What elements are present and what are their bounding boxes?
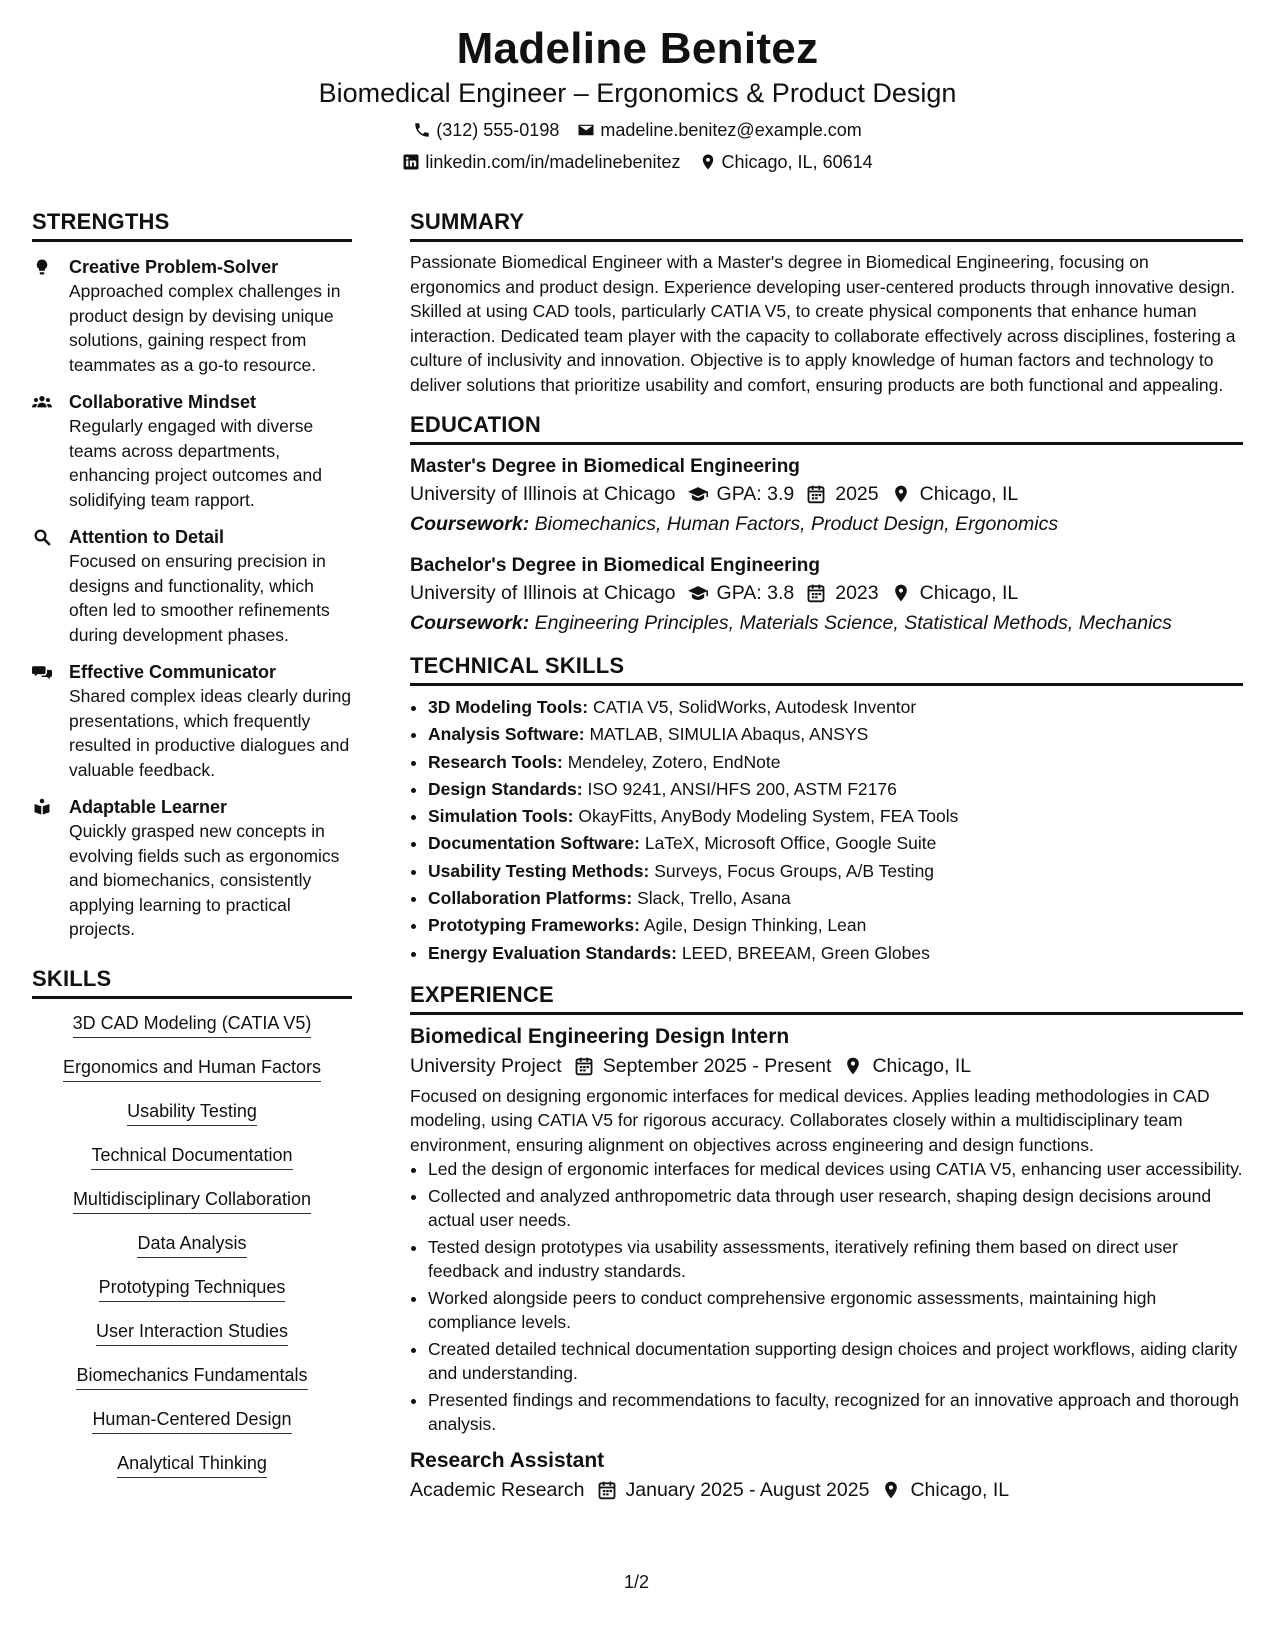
skill-tag: 3D CAD Modeling (CATIA V5) (73, 1011, 312, 1038)
location-contact (699, 150, 873, 174)
email-text: madeline.benitez@example.com (600, 120, 862, 140)
chat-bubbles-icon (32, 663, 52, 681)
coursework-label: Coursework: (410, 513, 530, 535)
tech-skill-label: Prototyping Frameworks: (428, 915, 640, 936)
skill-tag: Prototyping Techniques (99, 1275, 286, 1302)
candidate-name: Madeline Benitez (456, 24, 819, 73)
skill-list (32, 1011, 352, 1478)
skill-tag: User Interaction Studies (96, 1319, 288, 1346)
strength-item (32, 390, 352, 512)
tech-skill-label: Documentation Software: (428, 833, 640, 854)
school-name: University of Illinois at Chicago (410, 483, 676, 505)
tech-skill-item (428, 694, 1243, 721)
tech-skill-value: OkayFitts, AnyBody Modeling System, FEA Tools (578, 806, 959, 827)
map-pin-icon (881, 1480, 901, 1500)
technical-skills-section (410, 652, 1243, 967)
tech-skill-item (428, 749, 1243, 776)
job-org: University Project (410, 1054, 562, 1077)
tech-skill-value: LaTeX, Microsoft Office, Google Suite (644, 833, 937, 854)
calendar-icon (806, 583, 826, 603)
strength-desc: Approached complex challenges in product design by devising unique solutions, gaining respect from teammates as a go-to resource. (69, 281, 341, 375)
skill-tag: Technical Documentation (91, 1143, 292, 1170)
map-pin-icon (891, 484, 911, 504)
strength-title: Adaptable Learner (69, 797, 228, 817)
candidate-title: Biomedical Engineer – Ergonomics & Product Design (318, 78, 957, 108)
tech-skill-label: Analysis Software: (428, 724, 585, 745)
experience-heading: EXPERIENCE (410, 981, 1243, 1015)
skill-tag: Ergonomics and Human Factors (63, 1055, 321, 1082)
phone-contact[interactable] (413, 118, 559, 142)
lightbulb-icon (32, 258, 52, 276)
tech-skill-value: Surveys, Focus Groups, A/B Testing (654, 860, 935, 881)
education-heading: EDUCATION (410, 411, 1243, 445)
education-section (410, 411, 1243, 638)
coursework (410, 608, 1243, 638)
job-location: Chicago, IL (872, 1054, 972, 1077)
phone-icon (413, 121, 431, 139)
job-location: Chicago, IL (910, 1478, 1010, 1501)
tech-skill-item (428, 830, 1243, 857)
tech-skill-label: Design Standards: (428, 778, 583, 799)
skill-tag: Biomechanics Fundamentals (76, 1363, 307, 1390)
contact-row-2 (0, 150, 1275, 174)
skills-section (32, 965, 352, 1478)
resume-header (0, 22, 1275, 174)
summary-text: Passionate Biomedical Engineer with a Master's degree in Biomedical Engineering, focusing on ergonomics and product design. Experience developing user-centered products through innovative design. Skilled at using CAD tools, particularly CATIA V5, to create physical components that enhance human interaction. Dedicated team player with the capacity to collaborate effectively across disciplines, fostering a culture of inclusivity and innovation. Objective is to apply knowledge of human factors and technology to deliver solutions that prioritize usability and comfort, ensuring products are both functional and appealing. (410, 252, 1236, 395)
book-reader-icon (32, 798, 52, 816)
education-meta (410, 578, 1243, 608)
job-entry (410, 1447, 1243, 1505)
left-column (32, 208, 352, 1495)
degree-title: Bachelor's Degree in Biomedical Engineering (410, 555, 820, 576)
tech-skill-value: ISO 9241, ANSI/HFS 200, ASTM F2176 (587, 778, 897, 799)
skill-tag: Usability Testing (127, 1099, 257, 1126)
tech-skill-item (428, 776, 1243, 803)
job-bullet: • Presented findings and recommendations to faculty, recognized for an innovative approach and thorough analysis. (428, 1388, 1243, 1437)
coursework (410, 509, 1243, 539)
strength-item (32, 255, 352, 377)
map-pin-icon (699, 153, 717, 171)
technical-skills-list (410, 694, 1243, 967)
tech-skill-value: MATLAB, SIMULIA Abaqus, ANSYS (589, 724, 869, 745)
tech-skill-item (428, 912, 1243, 939)
school-name: University of Illinois at Chicago (410, 582, 676, 604)
year-text: 2023 (835, 582, 879, 604)
tech-skill-label: Energy Evaluation Standards: (428, 942, 677, 963)
tech-skill-item (428, 721, 1243, 748)
calendar-icon (574, 1056, 594, 1076)
job-bullet: • Created detailed technical documentation supporting design choices and project workflows, aiding clarity and understanding. (428, 1337, 1243, 1386)
calendar-icon (806, 484, 826, 504)
education-location: Chicago, IL (919, 483, 1019, 505)
gpa-text: GPA: 3.8 (716, 582, 795, 604)
graduation-cap-icon (688, 583, 708, 603)
coursework-list: Engineering Principles, Materials Science, Statistical Methods, Mechanics (534, 612, 1172, 634)
strength-item (32, 525, 352, 647)
strengths-heading: STRENGTHS (32, 208, 352, 242)
tech-skill-item (428, 803, 1243, 830)
year-text: 2025 (835, 483, 879, 505)
job-entry (410, 1023, 1243, 1437)
education-entry (410, 454, 1243, 539)
strength-title: Collaborative Mindset (69, 392, 257, 412)
skill-tag: Human-Centered Design (92, 1407, 291, 1434)
location-text: Chicago, IL, 60614 (721, 152, 873, 172)
email-contact[interactable] (577, 118, 861, 142)
tech-skill-item (428, 858, 1243, 885)
users-icon (32, 393, 52, 411)
linkedin-icon (402, 153, 420, 171)
page-number: 1/2 (624, 1572, 650, 1592)
tech-skill-value: Slack, Trello, Asana (637, 888, 791, 909)
strength-item (32, 660, 352, 782)
education-meta (410, 479, 1243, 509)
gpa-text: GPA: 3.9 (716, 483, 795, 505)
right-column (410, 208, 1243, 1505)
tech-skill-label: 3D Modeling Tools: (428, 697, 589, 717)
technical-skills-heading: TECHNICAL SKILLS (410, 652, 1243, 686)
job-meta (410, 1475, 1243, 1505)
coursework-list: Biomechanics, Human Factors, Product Design, Ergonomics (534, 513, 1059, 535)
strength-desc: Shared complex ideas clearly during presentations, which frequently resulted in productive dialogues and valuable feedback. (69, 686, 352, 780)
phone-text: (312) 555-0198 (436, 120, 560, 140)
magnifier-icon (32, 528, 52, 546)
linkedin-text: linkedin.com/in/madelinebenitez (425, 152, 681, 172)
tech-skill-item (428, 885, 1243, 912)
map-pin-icon (843, 1056, 863, 1076)
job-dates: January 2025 - August 2025 (625, 1478, 870, 1501)
tech-skill-label: Usability Testing Methods: (428, 860, 650, 881)
job-bullet: • Led the design of ergonomic interfaces for medical devices using CATIA V5, enhancing user accessibility. (428, 1157, 1243, 1182)
job-org: Academic Research (410, 1478, 585, 1501)
job-description: Focused on designing ergonomic interfaces for medical devices. Applies leading methodologies in CAD modeling, using CATIA V5 for rigorous accuracy. Collaborates closely within a multidisciplinary team environment, ensuring alignment on objectives across engineering and design functions. (410, 1085, 1210, 1155)
tech-skill-label: Simulation Tools: (428, 806, 574, 827)
job-bullets (410, 1157, 1243, 1437)
job-title: Research Assistant (410, 1448, 605, 1472)
skill-tag: Data Analysis (137, 1231, 246, 1258)
strength-desc: Quickly grasped new concepts in evolving fields such as ergonomics and biomechanics, consistently applying learning to practical projects. (69, 821, 340, 939)
map-pin-icon (891, 583, 911, 603)
education-location: Chicago, IL (919, 582, 1019, 604)
degree-title: Master's Degree in Biomedical Engineering (410, 456, 800, 477)
tech-skill-label: Research Tools: (428, 751, 563, 772)
job-bullet: • Tested design prototypes via usability assessments, iteratively refining them based on direct user feedback and industry standards. (428, 1235, 1243, 1284)
job-meta (410, 1051, 1243, 1081)
tech-skill-value: Mendeley, Zotero, EndNote (567, 751, 781, 772)
strength-desc: Regularly engaged with diverse teams across departments, enhancing project outcomes and solidifying team rapport. (69, 416, 322, 510)
skill-tag: Multidisciplinary Collaboration (73, 1187, 311, 1214)
strength-title: Attention to Detail (69, 527, 224, 547)
job-bullet: • Worked alongside peers to conduct comprehensive ergonomic assessments, maintaining high compliance levels. (428, 1286, 1243, 1335)
strength-title: Effective Communicator (69, 662, 277, 682)
experience-section (410, 981, 1243, 1505)
graduation-cap-icon (688, 484, 708, 504)
strength-desc: Focused on ensuring precision in designs and functionality, which often led to smoother refinements during development phases. (69, 551, 330, 645)
tech-skill-item (428, 940, 1243, 967)
tech-skill-value: CATIA V5, SolidWorks, Autodesk Inventor (592, 697, 917, 717)
contact-row-1 (0, 118, 1275, 142)
job-title: Biomedical Engineering Design Intern (410, 1024, 790, 1048)
skills-heading: SKILLS (32, 965, 352, 999)
tech-skill-value: Agile, Design Thinking, Lean (643, 915, 867, 936)
strength-title: Creative Problem-Solver (69, 257, 279, 277)
education-entry (410, 553, 1243, 638)
calendar-icon (597, 1480, 617, 1500)
skill-tag: Analytical Thinking (117, 1451, 267, 1478)
tech-skill-label: Collaboration Platforms: (428, 888, 633, 909)
envelope-icon (577, 121, 595, 139)
coursework-label: Coursework: (410, 612, 530, 634)
summary-heading: SUMMARY (410, 208, 1243, 242)
tech-skill-value: LEED, BREEAM, Green Globes (681, 942, 930, 963)
strength-item (32, 795, 352, 942)
job-bullet: • Collected and analyzed anthropometric data through user research, shaping design decisions around actual user needs. (428, 1184, 1243, 1233)
linkedin-contact[interactable] (402, 150, 680, 174)
job-dates: September 2025 - Present (602, 1054, 832, 1077)
